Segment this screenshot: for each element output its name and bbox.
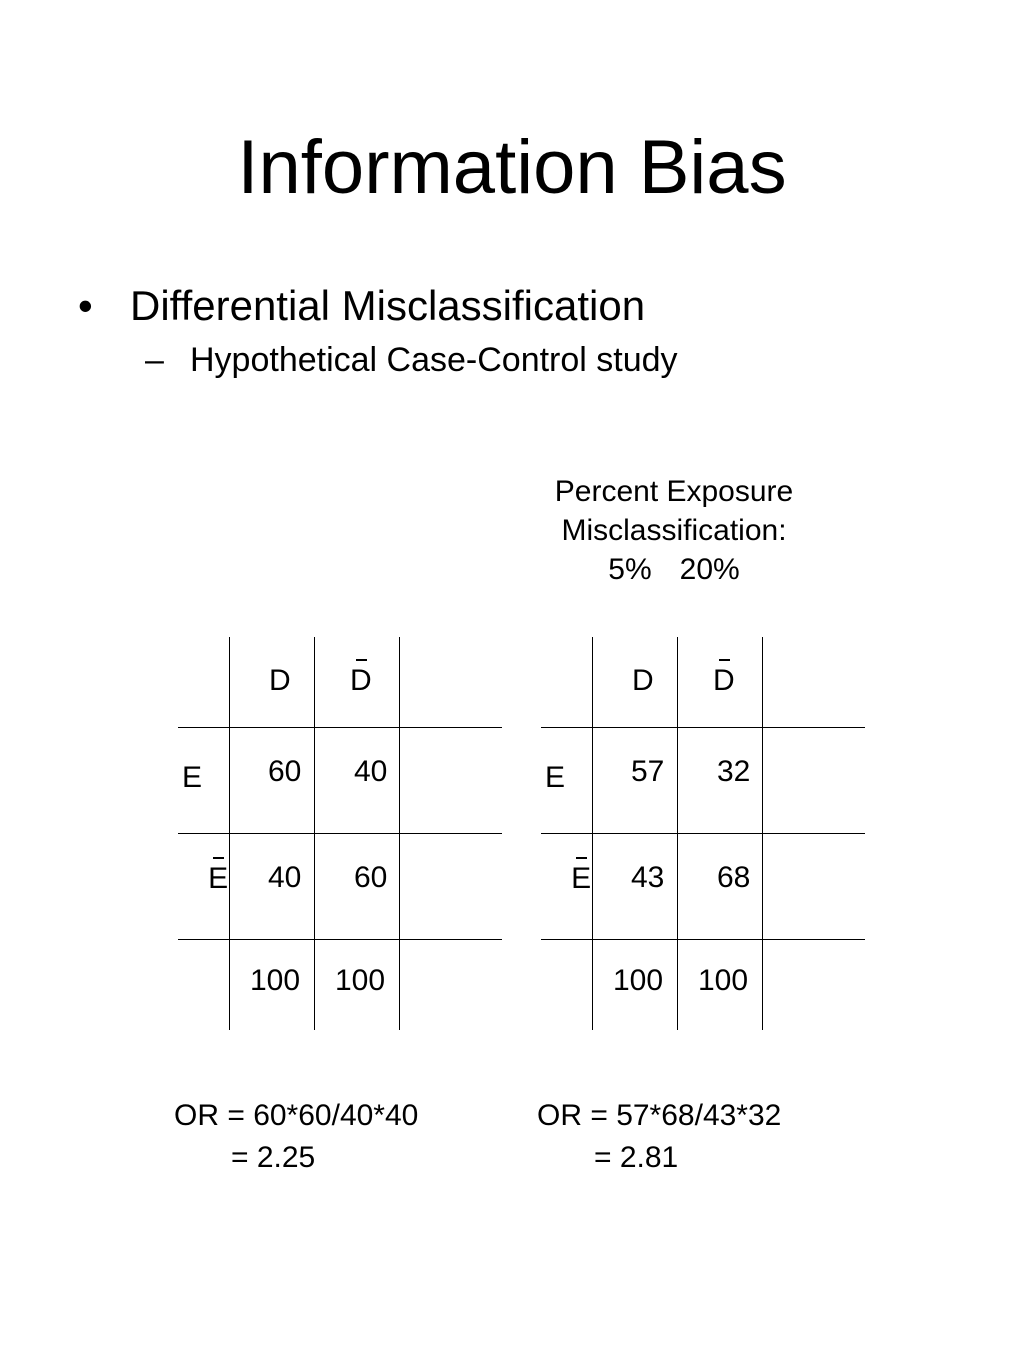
- bullet-item: [78, 280, 645, 332]
- grid-line: [541, 727, 865, 728]
- cell-exposed-no-disease: 32: [717, 755, 751, 788]
- contingency-table-5pct: [178, 637, 502, 1030]
- slide-title: Information Bias: [237, 125, 787, 210]
- note-line-1: Percent Exposure: [554, 475, 794, 508]
- note-pct-5: 5%: [608, 553, 652, 586]
- row-header-exposed: E: [182, 761, 203, 794]
- sub-bullet-text: Hypothetical Case-Control study: [190, 341, 678, 379]
- total-no-disease: 100: [335, 964, 386, 997]
- odds-ratio-formula-5pct: [174, 1095, 418, 1179]
- odds-ratio-formula-20pct: [537, 1095, 781, 1179]
- note-line-2: Misclassification:: [561, 514, 787, 547]
- cell-exposed-disease: 60: [268, 755, 302, 788]
- cell-unexposed-disease: 43: [631, 861, 665, 894]
- col-header-disease: D: [632, 664, 654, 697]
- contingency-table-20pct: [541, 637, 865, 1030]
- odds-ratio-result: = 2.81: [594, 1141, 679, 1174]
- sub-bullet-marker: –: [145, 341, 164, 379]
- odds-ratio-result: = 2.25: [231, 1141, 316, 1174]
- misclassification-note: [520, 472, 828, 589]
- grid-line: [178, 939, 502, 940]
- total-disease: 100: [250, 964, 301, 997]
- grid-line: [178, 833, 502, 834]
- total-disease: 100: [613, 964, 664, 997]
- cell-exposed-no-disease: 40: [354, 755, 388, 788]
- grid-line: [178, 727, 502, 728]
- cell-unexposed-no-disease: 60: [354, 861, 388, 894]
- row-header-unexposed: E: [571, 862, 592, 895]
- total-no-disease: 100: [698, 964, 749, 997]
- cell-unexposed-disease: 40: [268, 861, 302, 894]
- row-header-exposed: E: [545, 761, 566, 794]
- odds-ratio-expression: OR = 60*60/40*40: [174, 1099, 419, 1132]
- cell-unexposed-no-disease: 68: [717, 861, 751, 894]
- bullet-marker: •: [78, 282, 93, 329]
- grid-line: [541, 939, 865, 940]
- row-header-unexposed: E: [208, 862, 229, 895]
- col-header-no-disease: D: [713, 664, 735, 697]
- cell-exposed-disease: 57: [631, 755, 665, 788]
- sub-bullet-item: [145, 338, 678, 382]
- note-percentages: [520, 550, 828, 589]
- col-header-no-disease: D: [350, 664, 372, 697]
- bullet-text: Differential Misclassification: [130, 282, 646, 329]
- note-pct-20: 20%: [679, 553, 740, 586]
- odds-ratio-expression: OR = 57*68/43*32: [537, 1099, 782, 1132]
- col-header-disease: D: [269, 664, 291, 697]
- grid-line: [541, 833, 865, 834]
